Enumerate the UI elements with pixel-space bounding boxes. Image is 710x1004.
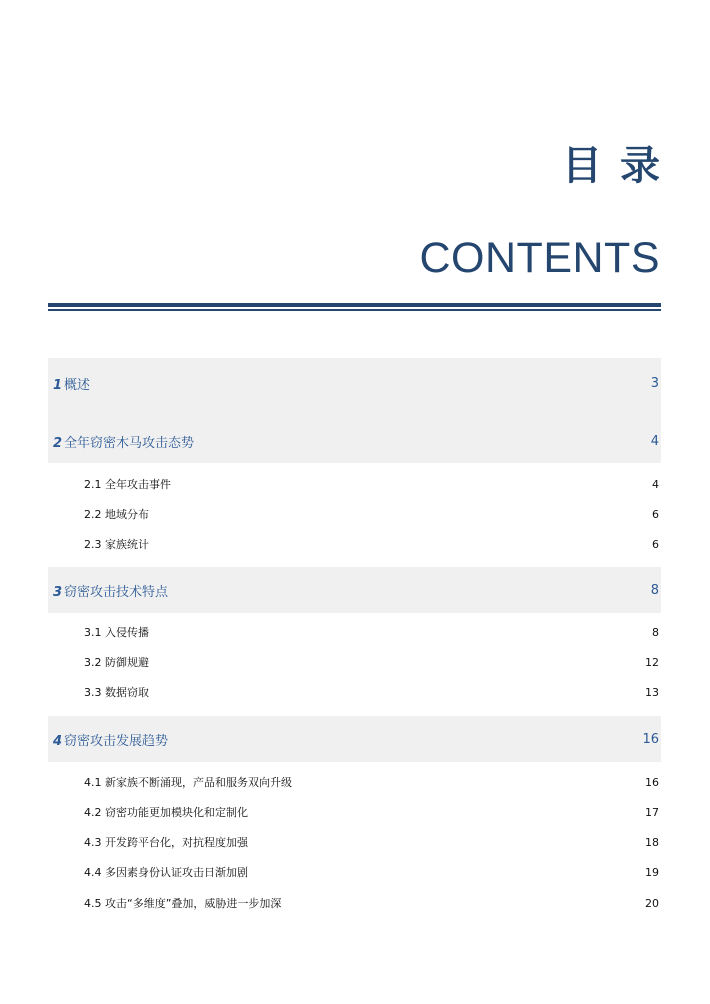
page-title-english: CONTENTS xyxy=(419,234,660,282)
toc-page-number: 8 xyxy=(652,625,659,639)
toc-subsection[interactable] xyxy=(48,861,661,883)
page-title-chinese: 目录 xyxy=(562,143,678,189)
toc-subsection[interactable] xyxy=(48,771,661,793)
toc-subsection-label: 4.3 开发跨平台化，对抗程度加强 xyxy=(84,836,248,849)
toc-subsection-label: 2.3 家族统计 xyxy=(84,538,149,551)
toc-subsection[interactable] xyxy=(48,681,661,703)
toc-section-label: 2 全年窃密木马攻击态势 xyxy=(53,435,195,451)
toc-subsection-label: 4.5 攻击“多维度”叠加，威胁进一步加深 xyxy=(84,897,282,910)
toc-subsection[interactable] xyxy=(48,801,661,823)
toc-subsection[interactable] xyxy=(48,892,661,914)
toc-page-number: 4 xyxy=(650,433,659,449)
toc-section-label: 3 窃密攻击技术特点 xyxy=(53,584,169,600)
toc-section-label: 1 概述 xyxy=(53,377,91,393)
toc-page-number: 12 xyxy=(645,655,659,669)
toc-subsection-label: 4.1 新家族不断涌现，产品和服务双向升级 xyxy=(84,776,292,789)
toc-subsection[interactable] xyxy=(48,503,661,525)
toc-subsection[interactable] xyxy=(48,651,661,673)
toc-page-number: 4 xyxy=(652,477,659,491)
toc-section-2[interactable] xyxy=(48,418,661,464)
toc-page-number: 19 xyxy=(645,865,659,879)
toc-page-number: 6 xyxy=(652,507,659,521)
title-divider-thick xyxy=(48,303,661,307)
toc-subsection-label: 2.1 全年攻击事件 xyxy=(84,478,171,491)
toc-subsection-label: 4.2 窃密功能更加模块化和定制化 xyxy=(84,806,248,819)
toc-subsection-label: 3.3 数据窃取 xyxy=(84,686,149,699)
toc-page-number: 17 xyxy=(645,805,659,819)
toc-page-number: 16 xyxy=(645,775,659,789)
toc-section-1[interactable] xyxy=(48,360,661,406)
toc-section-label: 4 窃密攻击发展趋势 xyxy=(53,733,169,749)
toc-subsection-label: 4.4 多因素身份认证攻击日渐加剧 xyxy=(84,866,248,879)
toc-subsection-label: 3.2 防御规避 xyxy=(84,656,149,669)
toc-subsection[interactable] xyxy=(48,473,661,495)
toc-page-number: 16 xyxy=(642,731,659,747)
toc-page-number: 20 xyxy=(645,896,659,910)
toc-page-number: 8 xyxy=(650,582,659,598)
toc-subsection[interactable] xyxy=(48,533,661,555)
toc-page-number: 13 xyxy=(645,685,659,699)
toc-subsection-label: 2.2 地域分布 xyxy=(84,508,149,521)
title-divider-thin xyxy=(48,309,661,311)
toc-subsection[interactable] xyxy=(48,621,661,643)
toc-section-3[interactable] xyxy=(48,567,661,613)
toc-subsection-label: 3.1 入侵传播 xyxy=(84,626,149,639)
toc-page-number: 3 xyxy=(650,375,659,391)
toc-page-number: 18 xyxy=(645,835,659,849)
toc-subsection[interactable] xyxy=(48,831,661,853)
toc-page-number: 6 xyxy=(652,537,659,551)
toc-section-4[interactable] xyxy=(48,716,661,762)
